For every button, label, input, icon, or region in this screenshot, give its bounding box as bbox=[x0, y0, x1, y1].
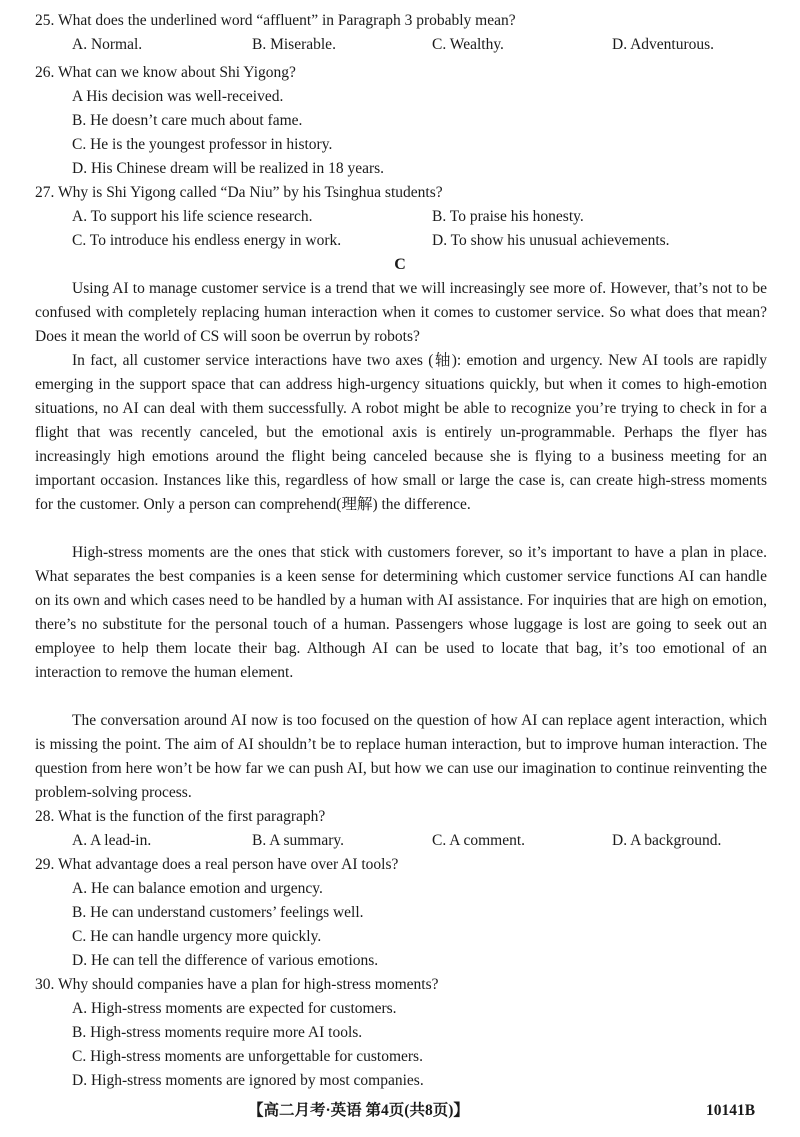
question-27-stem: 27. Why is Shi Yigong called “Da Niu” by his Tsinghua students? bbox=[35, 184, 443, 201]
question-28-stem: 28. What is the function of the first paragraph? bbox=[35, 808, 326, 825]
passage-heading: C bbox=[394, 256, 406, 273]
question-29-stem: 29. What advantage does a real person have over AI tools? bbox=[35, 856, 399, 873]
question-28-option-c: C. A comment. bbox=[432, 832, 525, 849]
question-30-stem: 30. Why should companies have a plan for high-stress moments? bbox=[35, 976, 439, 993]
question-26-stem: 26. What can we know about Shi Yigong? bbox=[35, 64, 296, 81]
question-28-option-d: D. A background. bbox=[612, 832, 722, 849]
question-26-option-c: C. He is the youngest professor in history. bbox=[72, 136, 333, 153]
page-footer-title: 【高二月考·英语 第4页(共8页)】 bbox=[248, 1102, 469, 1119]
question-25-option-b: B. Miserable. bbox=[252, 36, 336, 53]
question-26-option-a: A His decision was well-received. bbox=[72, 88, 284, 105]
question-30-option-d: D. High-stress moments are ignored by most companies. bbox=[72, 1072, 424, 1089]
passage-paragraph-2: In fact, all customer service interactions have two axes (轴): emotion and urgency. New AI tools are rapidly emerging in the support space that can address high-urgency situations quickly, but when it comes to high-emotion situations, no AI can deal with them successfully. A robot might be able to recognize you’re trying to check in for a flight that was recently canceled, but the emotional axis is entirely un-programmable. Perhaps the flyer has increasingly high emotions around the flight being canceled because she is flying to a business meeting for an important occasion. Instances like this, regardless of how small or large the case is, can create high-stress moments for the customer. Only a person can comprehend(理解) the difference. bbox=[35, 352, 767, 513]
question-29-option-c: C. He can handle urgency more quickly. bbox=[72, 928, 322, 945]
passage-paragraph-3: High-stress moments are the ones that stick with customers forever, so it’s important to have a plan in place. What separates the best companies is a keen sense for determining which customer service functions AI can handle on its own and which cases need to be handled by a human with AI assistance. For inquiries that are high on emotion, there’s no substitute for the personal touch of a human. Passengers whose luggage is lost are going to seek out an employee to help them locate their bag. Although AI can be used to locate that bag, it’s too emotional of an interaction to remove the human element. bbox=[35, 544, 767, 681]
question-25-option-a: A. Normal. bbox=[72, 36, 143, 53]
question-25-option-c: C. Wealthy. bbox=[432, 36, 504, 53]
question-30-option-a: A. High-stress moments are expected for customers. bbox=[72, 1000, 397, 1017]
page-footer-code: 10141B bbox=[706, 1102, 756, 1119]
passage-paragraph-4: The conversation around AI now is too focused on the question of how AI can replace agent interaction, which is missing the point. The aim of AI shouldn’t be to replace human interaction, but to improve human interaction. The question from here won’t be how far we can push AI, but how we can use our imagination to continue reinventing the problem-solving process. bbox=[35, 712, 767, 801]
question-27-option-c: C. To introduce his endless energy in work. bbox=[72, 232, 342, 249]
question-26-option-b: B. He doesn’t care much about fame. bbox=[72, 112, 303, 129]
question-29-option-b: B. He can understand customers’ feelings well. bbox=[72, 904, 364, 921]
question-30-option-b: B. High-stress moments require more AI tools. bbox=[72, 1024, 363, 1041]
question-29-option-a: A. He can balance emotion and urgency. bbox=[72, 880, 323, 897]
question-28-option-a: A. A lead-in. bbox=[72, 832, 152, 849]
question-28-option-b: B. A summary. bbox=[252, 832, 345, 849]
question-25-stem: 25. What does the underlined word “affluent” in Paragraph 3 probably mean? bbox=[35, 12, 516, 29]
question-29-option-d: D. He can tell the difference of various emotions. bbox=[72, 952, 379, 969]
passage-paragraph-1: Using AI to manage customer service is a trend that we will increasingly see more of. However, that’s not to be confused with completely replacing human interaction when it comes to customer service. So what does that mean? Does it mean the world of CS will soon be overrun by robots? bbox=[35, 280, 767, 345]
question-27-option-a: A. To support his life science research. bbox=[72, 208, 313, 225]
question-26-option-d: D. His Chinese dream will be realized in 18 years. bbox=[72, 160, 385, 177]
question-27-option-d: D. To show his unusual achievements. bbox=[432, 232, 670, 249]
question-30-option-c: C. High-stress moments are unforgettable for customers. bbox=[72, 1048, 423, 1065]
question-25-option-d: D. Adventurous. bbox=[612, 36, 715, 53]
question-27-option-b: B. To praise his honesty. bbox=[432, 208, 584, 225]
